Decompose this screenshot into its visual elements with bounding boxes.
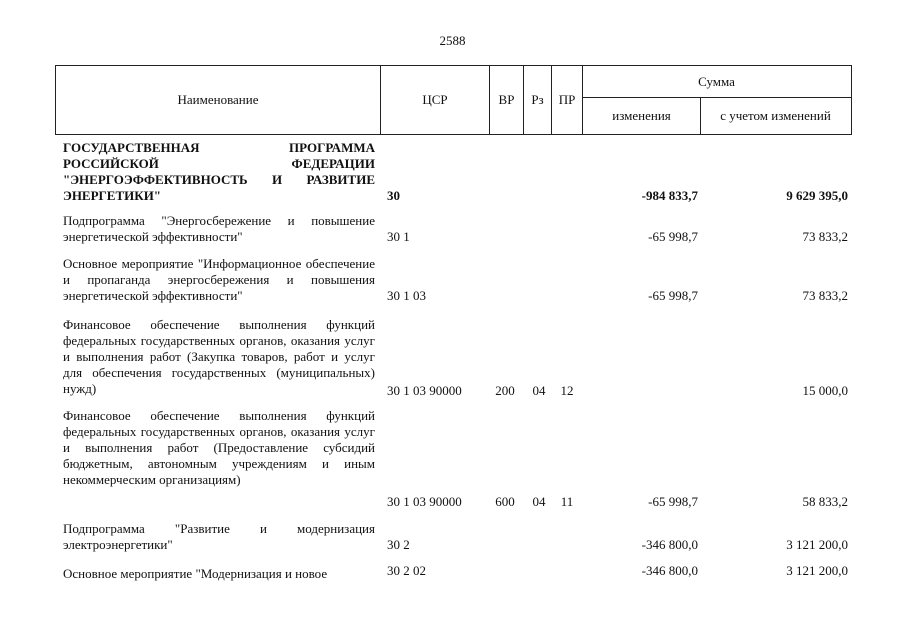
row-csr: 30 1 03 90000 — [387, 383, 462, 398]
row-name: Финансовое обеспечение выполнения функций федеральных государственных органов, оказания услуг и выполнения работ (Предоставление субсидий бюджетным, автономным учреждениям и иным некоммерческим организациям) — [63, 408, 375, 487]
row-total: 3 121 200,0 — [786, 537, 848, 552]
row-csr: 30 2 02 — [387, 563, 426, 578]
row-name: Подпрограмма "Развитие и модернизация электроэнергетики" — [63, 521, 375, 552]
row-change: -346 800,0 — [641, 537, 698, 552]
row-change: -346 800,0 — [641, 563, 698, 578]
row-name: Подпрограмма "Энергосбережение и повышение энергетической эффективности" — [63, 213, 375, 244]
row-csr: 30 1 03 90000 — [387, 494, 462, 509]
header-csr: ЦСР — [422, 92, 448, 107]
row-total: 15 000,0 — [802, 383, 848, 398]
row-change: -65 998,7 — [648, 229, 698, 244]
row-pr: 11 — [560, 494, 574, 509]
row-csr: 30 — [387, 188, 400, 203]
row-name: ГОСУДАРСТВЕННАЯ ПРОГРАММА РОССИЙСКОЙ ФЕДЕРАЦИИ "ЭНЕРГОЭФФЕКТИВНОСТЬ И РАЗВИТИЕ ЭНЕРГЕТИКИ" — [63, 140, 375, 203]
row-total: 9 629 395,0 — [786, 188, 848, 203]
header-pr: ПР — [558, 92, 576, 107]
row-total: 3 121 200,0 — [786, 563, 848, 578]
row-change: -65 998,7 — [648, 494, 698, 509]
row-change: -65 998,7 — [648, 288, 698, 303]
header-name: Наименование — [177, 92, 259, 107]
row-vr: 200 — [495, 383, 515, 398]
header-vr: ВР — [498, 92, 515, 107]
row-name: Основное мероприятие "Модернизация и новое — [63, 566, 328, 581]
header-sum: Сумма — [698, 74, 735, 89]
row-total: 58 833,2 — [802, 494, 848, 509]
row-name: Основное мероприятие "Информационное обеспечение и пропаганда энергосбережения и повышения энергетической эффективности" — [63, 256, 375, 303]
row-csr: 30 2 — [387, 537, 410, 552]
row-csr: 30 1 03 — [387, 288, 426, 303]
header-rz: Рз — [531, 92, 544, 107]
header-change: изменения — [612, 108, 671, 123]
row-total: 73 833,2 — [802, 288, 848, 303]
row-rz: 04 — [532, 383, 546, 398]
row-pr: 12 — [560, 383, 574, 398]
row-csr: 30 1 — [387, 229, 410, 244]
header-total: с учетом изменений — [720, 108, 831, 123]
row-name: Финансовое обеспечение выполнения функций федеральных государственных органов, оказания услуг и выполнения работ (Закупка товаров, работ и услуг для обеспечения государственных (муниципальных) нужд) — [63, 317, 375, 396]
row-rz: 04 — [532, 494, 546, 509]
row-vr: 600 — [495, 494, 515, 509]
row-change: -984 833,7 — [641, 188, 698, 203]
page-number: 2588 — [439, 33, 466, 48]
row-total: 73 833,2 — [802, 229, 848, 244]
